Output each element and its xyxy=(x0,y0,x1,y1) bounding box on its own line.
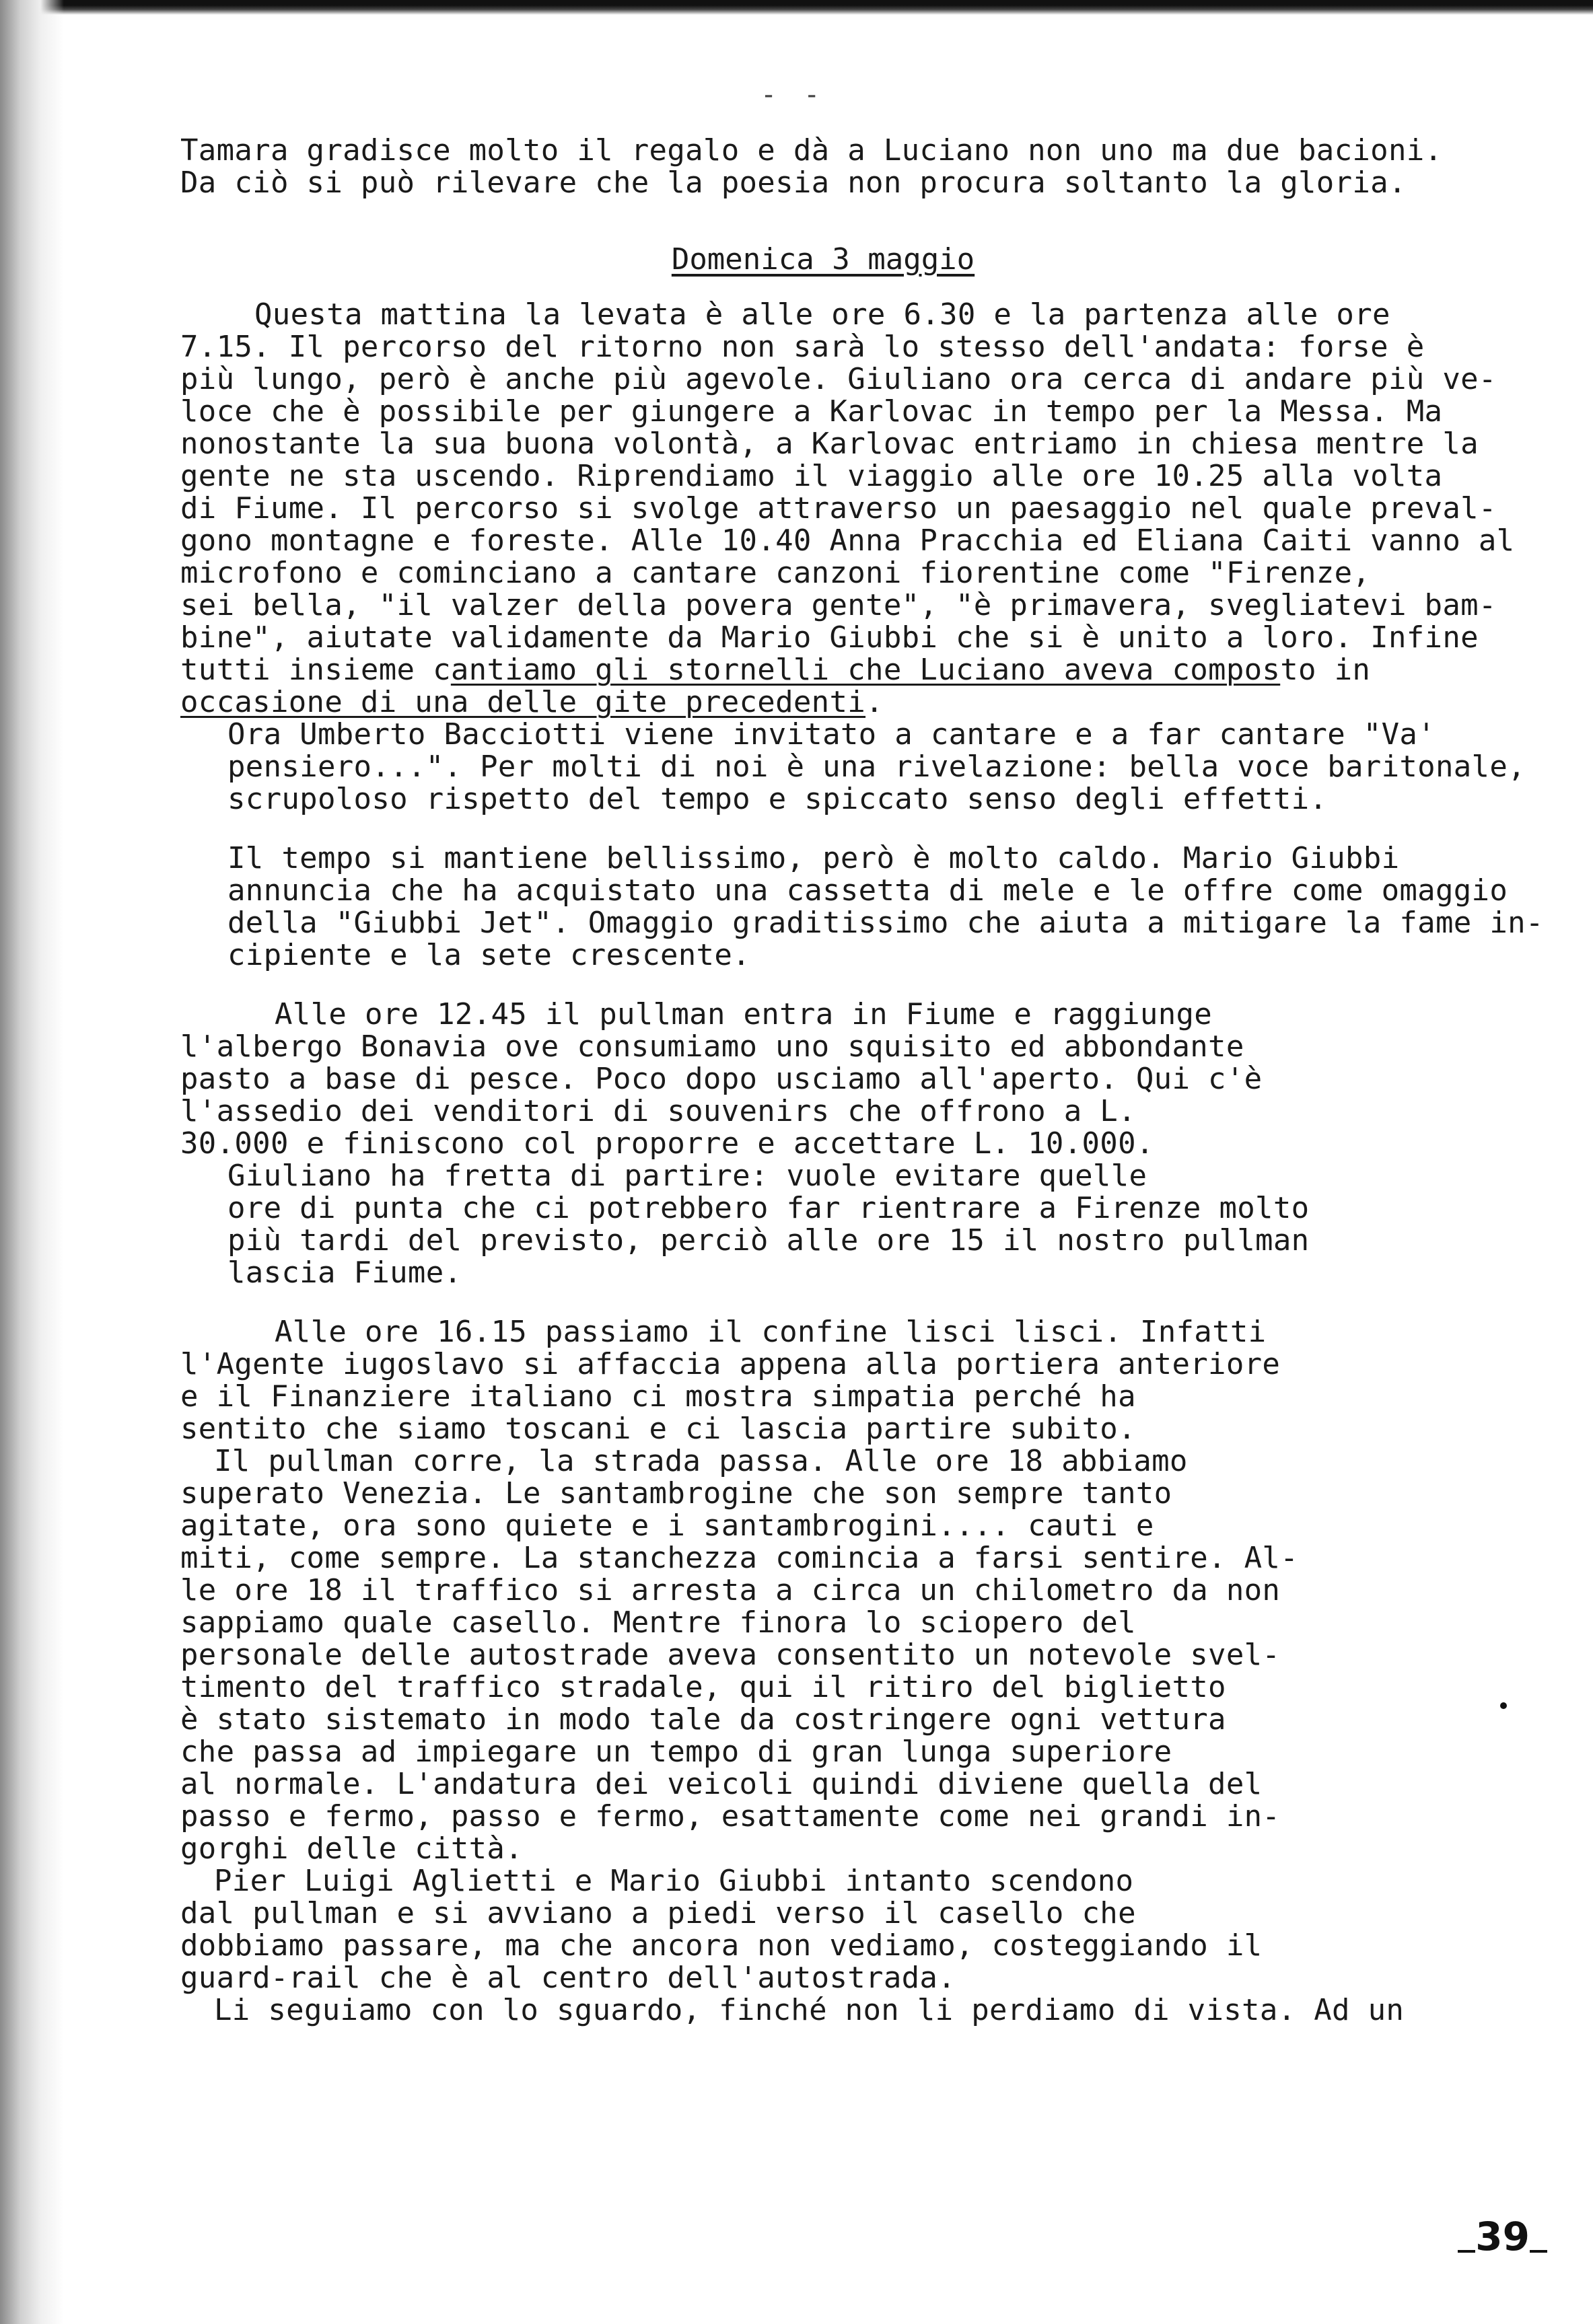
text-line: agitate, ora sono quiete e i santambrogini.... cauti e xyxy=(180,1509,1154,1543)
text-line: Tamara gradisce molto il regalo e dà a Luciano non uno ma due bacioni. xyxy=(180,133,1443,168)
page-body xyxy=(180,133,1544,2027)
text-line: 30.000 e finiscono col proporre e accettare L. 10.000. xyxy=(180,1126,1154,1161)
paragraph-3 xyxy=(180,841,1544,972)
intro-paragraph xyxy=(180,135,1466,199)
text-line: 7.15. Il percorso del ritorno non sarà lo stesso dell'andata: forse è xyxy=(180,330,1425,364)
text-line: Pier Luigi Aglietti e Mario Giubbi intanto scendono xyxy=(214,1864,1134,1898)
text-line: sentito che siamo toscani e ci lascia partire subito. xyxy=(180,1412,1136,1446)
text-line: Il tempo si mantiene bellissimo, però è molto caldo. Mario Giubbi xyxy=(227,841,1400,875)
text-line: l'assedio dei venditori di souvenirs che offrono a L. xyxy=(180,1094,1136,1128)
underlined-text: antiamo gli stornelli che Luciano aveva compos xyxy=(450,653,1281,687)
text-line: passo e fermo, passo e fermo, esattamente come nei grandi in- xyxy=(180,1799,1281,1833)
text-line: miti, come sempre. La stanchezza comincia a farsi sentire. Al- xyxy=(180,1541,1298,1575)
text-line: microfono e cominciano a cantare canzoni fiorentine come "Firenze, xyxy=(180,556,1371,590)
underlined-text-2: occasione di una delle gite precedenti xyxy=(180,685,866,719)
stray-mark xyxy=(1500,1702,1507,1709)
paragraph-9 xyxy=(180,1994,1466,2027)
text-line: della "Giubbi Jet". Omaggio graditissimo che aiuta a mitigare la fame in- xyxy=(227,906,1544,940)
paragraph-1-final-line: occasione di una delle gite precedenti. xyxy=(180,685,884,719)
text-line: superato Venezia. Le santambrogine che son sempre tanto xyxy=(180,1476,1172,1511)
text-line: loce che è possibile per giungere a Karlovac in tempo per la Messa. Ma xyxy=(180,394,1443,429)
text-line: che passa ad impiegare un tempo di gran lunga superiore xyxy=(180,1735,1172,1769)
text-line: e il Finanziere italiano ci mostra simpatia perché ha xyxy=(180,1379,1136,1414)
text-line: dobbiamo passare, ma che ancora non vediamo, costeggiando il xyxy=(180,1928,1263,1963)
text-line: sappiamo quale casello. Mentre finora lo sciopero del xyxy=(180,1605,1136,1640)
text-line: Ora Umberto Bacciotti viene invitato a cantare e a far cantare "Va' xyxy=(227,717,1436,752)
text-line: Il pullman corre, la strada passa. Alle ore 18 abbiamo xyxy=(214,1444,1188,1478)
text-line: guard-rail che è al centro dell'autostrada. xyxy=(180,1961,956,1995)
text-line: Giuliano ha fretta di partire: vuole evitare quelle xyxy=(227,1159,1147,1193)
text-line: nonostante la sua buona volontà, a Karlovac entriamo in chiesa mentre la xyxy=(180,427,1479,461)
text-line: gorghi delle città. xyxy=(180,1831,524,1866)
text-line: le ore 18 il traffico si arresta a circa un chilometro da non xyxy=(180,1573,1281,1607)
section-title: Domenica 3 maggio xyxy=(671,242,975,277)
section-heading xyxy=(180,244,1466,276)
paragraph-1 xyxy=(180,297,1515,655)
text-line: più lungo, però è anche più agevole. Giuliano ora cerca di andare più ve- xyxy=(180,362,1497,396)
paragraph-6 xyxy=(180,1316,1466,1445)
paragraph-7 xyxy=(180,1445,1466,1865)
text-line: l'Agente iugoslavo si affaccia appena alla portiera anteriore xyxy=(180,1347,1281,1381)
text-line: più tardi del previsto, perciò alle ore 15 il nostro pullman xyxy=(227,1223,1310,1258)
text-line: l'albergo Bonavia ove consumiamo uno squisito ed abbondante xyxy=(180,1029,1244,1064)
text-line: Da ciò si può rilevare che la poesia non procura soltanto la gloria. xyxy=(180,166,1407,200)
text-line: gente ne sta uscendo. Riprendiamo il viaggio alle ore 10.25 alla volta xyxy=(180,459,1443,493)
paragraph-5 xyxy=(180,1160,1466,1289)
text-line: sei bella, "il valzer della povera gente", "è primavera, svegliatevi bam- xyxy=(180,588,1497,622)
text-line: lascia Fiume. xyxy=(227,1256,462,1290)
text-line: cipiente e la sete crescente. xyxy=(227,938,750,972)
text-line: è stato sistemato in modo tale da costringere ogni vettura xyxy=(180,1702,1226,1737)
binding-shadow xyxy=(0,0,64,2324)
text-line: pasto a base di pesce. Poco dopo usciamo all'aperto. Qui c'è xyxy=(180,1062,1263,1096)
paragraph-2 xyxy=(180,717,1526,816)
top-mark: - - xyxy=(760,79,826,110)
paragraph-4 xyxy=(180,998,1466,1160)
page-number: 39 xyxy=(1458,2214,1547,2259)
text-line: Alle ore 12.45 il pullman entra in Fiume e raggiunge xyxy=(275,997,1213,1031)
text-line: Alle ore 16.15 passiamo il confine lisci lisci. Infatti xyxy=(275,1315,1267,1349)
text-line: di Fiume. Il percorso si svolge attraverso un paesaggio nel quale preval- xyxy=(180,491,1497,525)
text-line: bine", aiutate validamente da Mario Giubbi che si è unito a loro. Infine xyxy=(180,620,1479,655)
text-line: dal pullman e si avviano a piedi verso il casello che xyxy=(180,1896,1136,1930)
paragraph-1-underlined-line: tutti insieme cantiamo gli stornelli che Luciano aveva composto in xyxy=(180,653,1371,687)
text-line: ore di punta che ci potrebbero far rientrare a Firenze molto xyxy=(227,1191,1310,1225)
text-line: Li seguiamo con lo sguardo, finché non li perdiamo di vista. Ad un xyxy=(214,1993,1405,2027)
text-line: al normale. L'andatura dei veicoli quindi diviene quella del xyxy=(180,1767,1263,1801)
text-line: annuncia che ha acquistato una cassetta di mele e le offre come omaggio xyxy=(227,873,1508,908)
text-line: Questa mattina la levata è alle ore 6.30 e la partenza alle ore xyxy=(254,297,1390,332)
text-line: scrupoloso rispetto del tempo e spiccato senso degli effetti. xyxy=(227,782,1328,816)
page-top-edge xyxy=(0,0,1593,15)
paragraph-8 xyxy=(180,1865,1466,1994)
text-line: gono montagne e foreste. Alle 10.40 Anna Pracchia ed Eliana Caiti vanno al xyxy=(180,523,1515,558)
text-line: personale delle autostrade aveva consentito un notevole svel- xyxy=(180,1638,1281,1672)
text-line: pensiero...". Per molti di noi è una rivelazione: bella voce baritonale, xyxy=(227,750,1526,784)
text-line: timento del traffico stradale, qui il ritiro del biglietto xyxy=(180,1670,1226,1704)
